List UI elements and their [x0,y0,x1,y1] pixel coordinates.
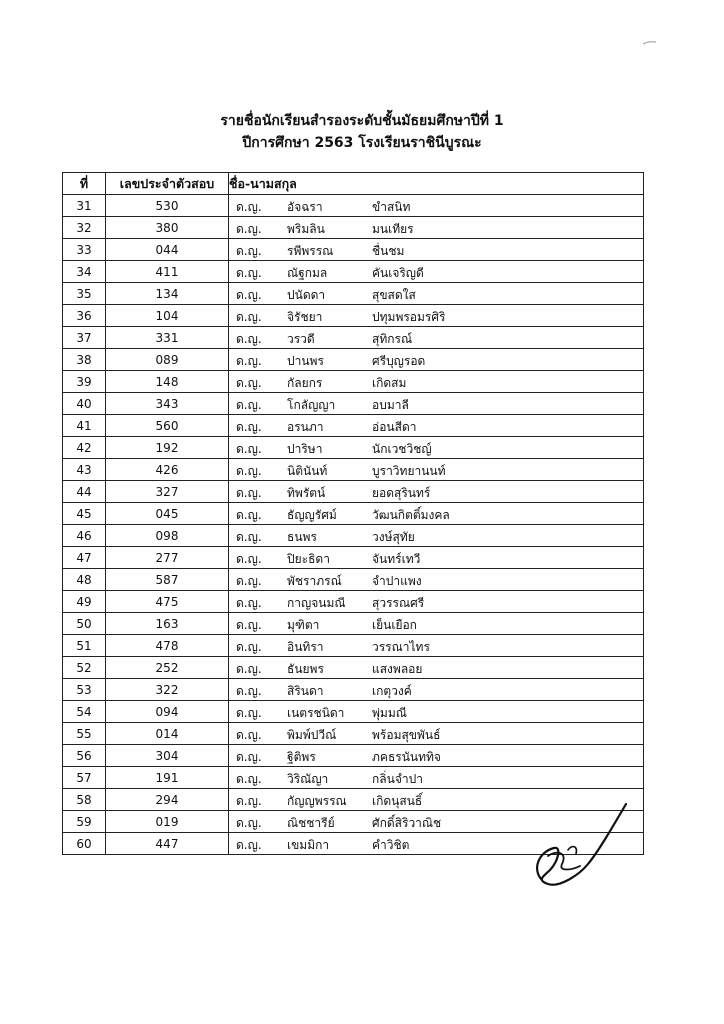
row-number: 45 [63,503,106,525]
table-row [63,239,644,261]
exam-id: 530 [106,195,229,217]
name-prefix: ด.ญ. [236,574,262,588]
table-header-row [63,173,644,195]
student-name-cell [229,635,644,657]
table-row [63,371,644,393]
exam-id: 294 [106,789,229,811]
name-prefix: ด.ญ. [236,750,262,764]
exam-id: 045 [106,503,229,525]
last-name: เกิดสม [372,376,407,390]
row-number: 47 [63,547,106,569]
row-number: 32 [63,217,106,239]
first-name: อัจฉรา [287,200,323,214]
first-name: ธนพร [287,530,317,544]
student-name-cell [229,591,644,613]
first-name: ธัญญรัศม์ [287,508,337,522]
name-prefix: ด.ญ. [236,728,262,742]
first-name: พัชราภรณ์ [287,574,342,588]
row-number: 44 [63,481,106,503]
exam-id: 478 [106,635,229,657]
last-name: ยอดสุรินทร์ [372,486,431,500]
first-name: วรวดี [287,332,315,346]
first-name: ทิพรัตน์ [287,486,326,500]
table-row [63,613,644,635]
first-name: สิรินดา [287,684,324,698]
first-name: กาญจนมณี [287,596,346,610]
name-prefix: ด.ญ. [236,706,262,720]
name-prefix: ด.ญ. [236,552,262,566]
last-name: นักเวชวิชญ์ [372,442,432,456]
table-row [63,261,644,283]
row-number: 57 [63,767,106,789]
first-name: ปานพร [287,354,324,368]
last-name: แสงพลอย [372,662,423,676]
table-row [63,393,644,415]
exam-id: 560 [106,415,229,437]
last-name: ภคธรนันททิจ [372,750,441,764]
exam-id: 134 [106,283,229,305]
row-number: 46 [63,525,106,547]
row-number: 52 [63,657,106,679]
exam-id: 252 [106,657,229,679]
student-name-cell [229,569,644,591]
first-name: ณัฐกมล [287,266,328,280]
first-name: จิรัชยา [287,310,323,324]
first-name: ปนัดดา [287,288,326,302]
row-number: 31 [63,195,106,217]
name-prefix: ด.ญ. [236,266,262,280]
exam-id: 475 [106,591,229,613]
header-no: ที่ [63,173,106,195]
first-name: รพีพรรณ [287,244,334,258]
name-prefix: ด.ญ. [236,508,262,522]
table-row [63,283,644,305]
name-prefix: ด.ญ. [236,838,262,852]
row-number: 60 [63,833,106,855]
student-name-cell [229,613,644,635]
table-row [63,415,644,437]
student-name-cell [229,437,644,459]
name-prefix: ด.ญ. [236,816,262,830]
table-row [63,525,644,547]
exam-id: 014 [106,723,229,745]
last-name: พร้อมสุขพันธ์ [372,728,441,742]
last-name: ศักดิ์สิริวาณิช [372,816,442,830]
last-name: วรรณาไทร [372,640,430,654]
name-prefix: ด.ญ. [236,684,262,698]
exam-id: 426 [106,459,229,481]
last-name: เกตุวงค์ [372,684,412,698]
exam-id: 044 [106,239,229,261]
last-name: สุวรรณศรี [372,596,425,610]
first-name: กัญญพรรณ [287,794,347,808]
row-number: 36 [63,305,106,327]
last-name: บูราวิทยานนท์ [372,464,446,478]
last-name: สุทิกรณ์ [372,332,413,346]
row-number: 41 [63,415,106,437]
table-row [63,349,644,371]
name-prefix: ด.ญ. [236,530,262,544]
name-prefix: ด.ญ. [236,222,262,236]
last-name: อบมาลี [372,398,409,412]
student-name-cell [229,217,644,239]
student-name-cell [229,239,644,261]
document-subtitle: ปีการศึกษา 2563 โรงเรียนราชินีบูรณะ [242,135,482,151]
name-prefix: ด.ญ. [236,486,262,500]
student-name-cell [229,547,644,569]
student-name-cell [229,745,644,767]
table-row [63,481,644,503]
exam-id: 098 [106,525,229,547]
row-number: 48 [63,569,106,591]
exam-id: 277 [106,547,229,569]
row-number: 54 [63,701,106,723]
name-prefix: ด.ญ. [236,794,262,808]
student-name-cell [229,679,644,701]
name-prefix: ด.ญ. [236,420,262,434]
last-name: จำปาแพง [372,574,422,588]
first-name: เนตรชนิดา [287,706,345,720]
name-prefix: ด.ญ. [236,376,262,390]
student-name-cell [229,327,644,349]
name-prefix: ด.ญ. [236,662,262,676]
name-prefix: ด.ญ. [236,596,262,610]
exam-id: 094 [106,701,229,723]
exam-id: 192 [106,437,229,459]
handwritten-signature-icon [528,800,628,900]
row-number: 42 [63,437,106,459]
name-prefix: ด.ญ. [236,464,262,478]
exam-id: 104 [106,305,229,327]
student-name-cell [229,305,644,327]
last-name: ชื่นชม [372,244,405,258]
student-name-cell [229,481,644,503]
first-name: ธันยพร [287,662,324,676]
exam-id: 380 [106,217,229,239]
last-name: วงษ์สุทัย [372,530,415,544]
exam-id: 327 [106,481,229,503]
table-row [63,679,644,701]
row-number: 55 [63,723,106,745]
row-number: 49 [63,591,106,613]
student-name-cell [229,283,644,305]
name-prefix: ด.ญ. [236,398,262,412]
row-number: 40 [63,393,106,415]
last-name: อ่อนสีดา [372,420,417,434]
table-row [63,437,644,459]
document-title: รายชื่อนักเรียนสำรองระดับชั้นมัธยมศึกษาปีที่ 1 [220,113,504,129]
last-name: พุ่มมณี [372,706,407,720]
exam-id: 304 [106,745,229,767]
row-number: 56 [63,745,106,767]
exam-id: 447 [106,833,229,855]
name-prefix: ด.ญ. [236,772,262,786]
last-name: เย็นเยือก [372,618,417,632]
row-number: 58 [63,789,106,811]
name-prefix: ด.ญ. [236,640,262,654]
student-name-cell [229,459,644,481]
first-name: ปาริษา [287,442,323,456]
first-name: ฐิติพร [287,750,316,764]
name-prefix: ด.ญ. [236,200,262,214]
last-name: ศรีบุญรอด [372,354,426,368]
table-row [63,459,644,481]
student-name-cell [229,723,644,745]
student-name-cell [229,371,644,393]
table-row [63,195,644,217]
name-prefix: ด.ญ. [236,244,262,258]
table-row [63,701,644,723]
exam-id: 019 [106,811,229,833]
student-name-cell [229,525,644,547]
table-row [63,767,644,789]
row-number: 34 [63,261,106,283]
row-number: 50 [63,613,106,635]
table-row [63,723,644,745]
last-name: คันเจริญดี [372,266,424,280]
scan-speck-icon [642,40,658,46]
header-full-name: ชื่อ-นามสกุล [229,173,644,195]
table-row [63,745,644,767]
header-exam-id: เลขประจำตัวสอบ [106,173,229,195]
row-number: 53 [63,679,106,701]
exam-id: 343 [106,393,229,415]
exam-id: 322 [106,679,229,701]
exam-id: 331 [106,327,229,349]
first-name: ปิยะธิดา [287,552,330,566]
exam-id: 163 [106,613,229,635]
row-number: 51 [63,635,106,657]
row-number: 39 [63,371,106,393]
row-number: 43 [63,459,106,481]
table-row [63,569,644,591]
student-name-cell [229,195,644,217]
table-row [63,503,644,525]
first-name: อินทิรา [287,640,324,654]
table-row [63,635,644,657]
name-prefix: ด.ญ. [236,288,262,302]
exam-id: 148 [106,371,229,393]
name-prefix: ด.ญ. [236,618,262,632]
table-row [63,591,644,613]
student-name-cell [229,767,644,789]
first-name: อรนภา [287,420,324,434]
name-prefix: ด.ญ. [236,310,262,324]
first-name: วิริณัญา [287,772,329,786]
exam-id: 587 [106,569,229,591]
last-name: วัฒนกิตติ์มงคล [372,508,450,522]
last-name: กลิ่นจำปา [372,772,423,786]
exam-id: 411 [106,261,229,283]
name-prefix: ด.ญ. [236,442,262,456]
first-name: มุฑิตา [287,618,320,632]
first-name: กัลยกร [287,376,323,390]
last-name: สุขสดใส [372,288,416,302]
first-name: พริมลิน [287,222,325,236]
first-name: นิตินันท์ [287,464,328,478]
row-number: 37 [63,327,106,349]
last-name: เกิดนุสนธิ์ [372,794,423,808]
last-name: จันทร์เทวี [372,552,421,566]
table-row [63,305,644,327]
student-name-cell [229,393,644,415]
student-name-cell [229,415,644,437]
student-roster-table [62,172,644,855]
student-name-cell [229,701,644,723]
last-name: มนเทียร [372,222,414,236]
student-name-cell [229,657,644,679]
first-name: เขมมิกา [287,838,330,852]
last-name: ขำสนิท [372,200,411,214]
row-number: 38 [63,349,106,371]
student-name-cell [229,349,644,371]
student-name-cell [229,503,644,525]
exam-id: 089 [106,349,229,371]
name-prefix: ด.ญ. [236,332,262,346]
table-body [63,195,644,855]
student-name-cell [229,261,644,283]
row-number: 59 [63,811,106,833]
last-name: ปทุมพรอมรศิริ [372,310,446,324]
table-row [63,217,644,239]
row-number: 35 [63,283,106,305]
last-name: คำวิชิต [372,838,410,852]
first-name: พิมพ์ปวีณ์ [287,728,337,742]
first-name: โกลัญญา [287,398,336,412]
table-row [63,657,644,679]
exam-id: 191 [106,767,229,789]
row-number: 33 [63,239,106,261]
table-row [63,327,644,349]
table-row [63,547,644,569]
first-name: ณิชชารีย์ [287,816,335,830]
name-prefix: ด.ญ. [236,354,262,368]
